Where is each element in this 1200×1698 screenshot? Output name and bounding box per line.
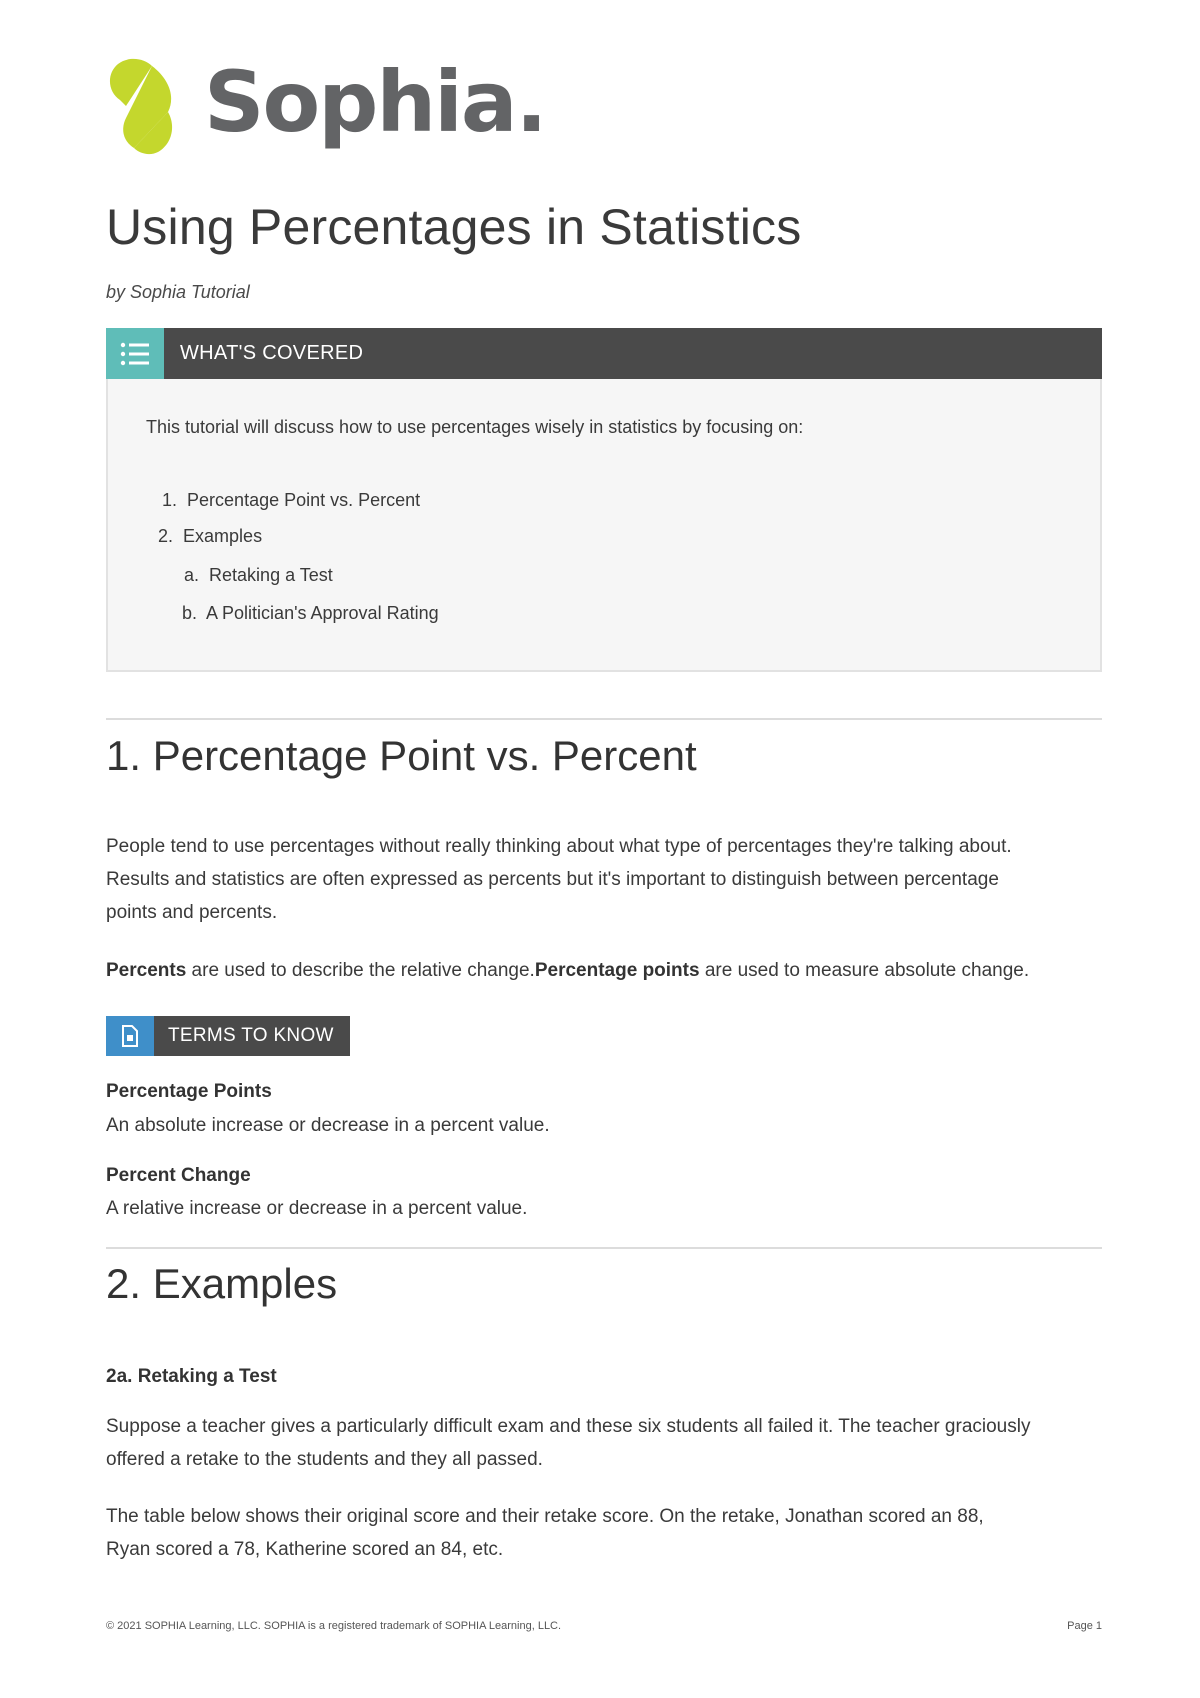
footer-copyright: © 2021 SOPHIA Learning, LLC. SOPHIA is a registered trademark of SOPHIA Learning, LLC. xyxy=(106,1620,562,1632)
whats-covered-label: WHAT'S COVERED xyxy=(180,342,364,364)
section-2-heading: 2. Examples xyxy=(106,1260,338,1307)
section-1-definition-paragraph: Percents are used to describe the relative change.Percentage points are used to measure absolute change. xyxy=(106,960,1030,981)
section-2a-table-intro: The table below shows their original score and their retake score. On the retake, Jonathan scored an 88, Ryan scored a 78, Katherine scored an 84, etc. xyxy=(106,1506,984,1560)
page-title: Using Percentages in Statistics xyxy=(106,199,802,255)
list-item: b. A Politician's Approval Rating xyxy=(182,603,439,623)
list-item: 2. Examples xyxy=(158,526,263,546)
section-1-heading: 1. Percentage Point vs. Percent xyxy=(106,732,697,779)
whats-covered-header xyxy=(106,328,1102,379)
term-definition: An absolute increase or decrease in a percent value. xyxy=(106,1115,550,1136)
footer-page-number: Page 1 xyxy=(1067,1620,1102,1632)
term-title: Percent Change xyxy=(106,1165,251,1186)
section-1-paragraph: People tend to use percentages without really thinking about what type of percentages they're talking about. Results and statistics are often expressed as percents but it's important to distinguish between percentage points and percents. xyxy=(106,836,1012,923)
whats-covered-body xyxy=(106,379,1102,672)
sophia-logo xyxy=(106,53,546,156)
list-icon xyxy=(106,328,164,379)
covered-intro: This tutorial will discuss how to use percentages wisely in statistics by focusing on: xyxy=(146,417,804,437)
document-icon xyxy=(106,1016,154,1056)
sophia-logo-mark-icon xyxy=(106,56,178,156)
terms-to-know-header xyxy=(106,1016,350,1056)
terms-to-know-label: TERMS TO KNOW xyxy=(154,1016,350,1056)
section-divider xyxy=(106,718,1102,720)
term-definition: A relative increase or decrease in a percent value. xyxy=(106,1198,528,1219)
term-title: Percentage Points xyxy=(106,1081,272,1102)
list-item: 1. Percentage Point vs. Percent xyxy=(162,490,421,510)
section-2a-paragraph: Suppose a teacher gives a particularly difficult exam and these six students all failed it. The teacher graciously offered a retake to the students and they all passed. xyxy=(106,1416,1031,1470)
list-item: a. Retaking a Test xyxy=(184,565,333,585)
byline: by Sophia Tutorial xyxy=(106,282,250,302)
section-divider xyxy=(106,1247,1102,1249)
sophia-logo-text: Sophia. xyxy=(204,53,546,151)
section-2a-subheading: 2a. Retaking a Test xyxy=(106,1366,277,1387)
